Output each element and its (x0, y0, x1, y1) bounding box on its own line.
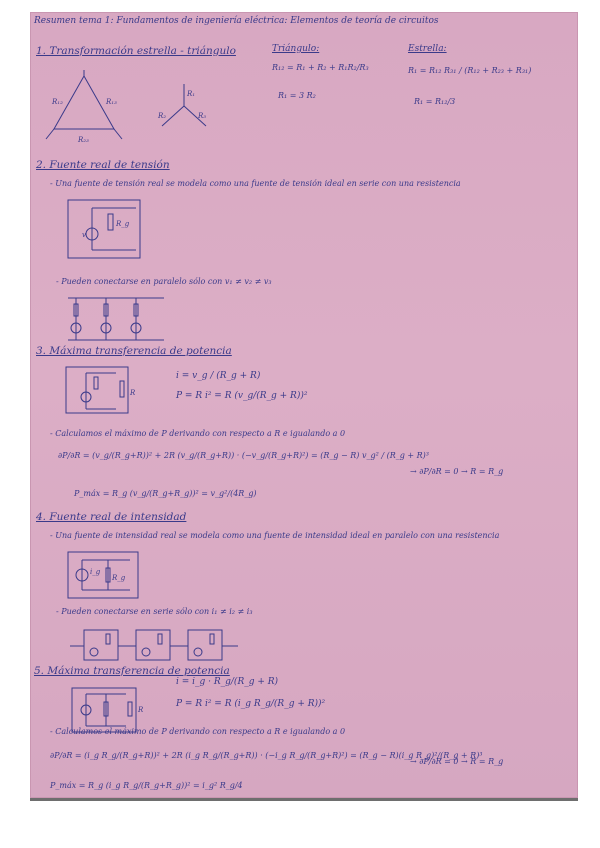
section-2-title: 2. Fuente real de tensión (36, 159, 170, 171)
section-5-line-1: - Calculamos el máximo de P derivando con respecto a R e igualando a 0 (50, 727, 346, 736)
parallel-voltage-sources (66, 294, 166, 344)
section-2-line-2: - Pueden conectarse en paralelo sólo con v₁ ≠ v₂ ≠ v₃ (56, 277, 272, 286)
section-5-title: 5. Máxima transferencia de potencia (34, 665, 230, 677)
section-3-current-eq: i = v_g / (R_g + R) (176, 371, 261, 381)
notes-page (30, 12, 578, 798)
section-5-current-eq: i = i_g · R_g/(R_g + R) (176, 677, 279, 687)
section-3-pmax: P_máx = R_g (v_g/(R_g+R_g))² = v_g²/(4R_g) (74, 489, 257, 498)
section-5-pmax: P_máx = R_g (i_g R_g/(R_g+R_g))² = i_g² R_g/4 (50, 781, 243, 790)
max-power-voltage-circuit (66, 367, 146, 417)
section-3-title: 3. Máxima transferencia de potencia (36, 345, 232, 357)
svg-text:R: R (130, 389, 136, 397)
star-equal-formula: R₁ = R₁₂/3 (414, 97, 456, 106)
svg-text:R₂: R₂ (158, 112, 167, 120)
page-edge-shadow (30, 798, 578, 801)
star-formula: R₁ = R₁₂ R₃₁ / (R₁₂ + R₂₃ + R₃₁) (408, 66, 532, 75)
section-3-power-eq: P = R i² = R (v_g/(R_g + R))² (176, 391, 308, 401)
voltage-source-circuit (68, 200, 148, 262)
triangle-equal-formula: R₁ = 3 R₂ (278, 91, 316, 100)
svg-text:v: v (82, 231, 86, 239)
section-2-line-1: - Una fuente de tensión real se modela como una fuente de tensión ideal en serie con una resistencia (50, 179, 461, 188)
svg-text:i_g: i_g (90, 568, 101, 576)
star-label: Estrella: (408, 44, 447, 54)
triangle-label: Triángulo: (272, 44, 320, 54)
section-4-line-2: - Pueden conectarse en serie sólo con i₁ ≠ i₂ ≠ i₃ (56, 607, 253, 616)
triangle-formula: R₁₂ = R₁ + R₂ + R₁R₂/R₃ (272, 63, 369, 72)
star-triangle-circuit (44, 74, 224, 152)
svg-text:R: R (138, 706, 144, 714)
section-5-power-eq: P = R i² = R (i_g R_g/(R_g + R))² (176, 699, 326, 709)
svg-text:R₃: R₃ (198, 112, 207, 120)
svg-text:R_g: R_g (112, 574, 126, 582)
section-4-title: 4. Fuente real de intensidad (36, 511, 187, 523)
section-3-derivative: ∂P/∂R = (v_g/(R_g+R))² + 2R (v_g/(R_g+R)) · (−v_g/(R_g+R)²) = (R_g − R) v_g² / (R_g + R)³ (58, 451, 429, 460)
section-3-result: → ∂P/∂R = 0 → R = R_g (410, 467, 504, 476)
section-3-line-1: - Calculamos el máximo de P derivando con respecto a R e igualando a 0 (50, 429, 346, 438)
series-current-sources (70, 626, 240, 666)
svg-text:R₁₂: R₁₂ (52, 98, 63, 106)
section-5-derivative: ∂P/∂R = (i_g R_g/(R_g+R))² + 2R (i_g R_g/(R_g+R)) · (−i_g R_g/(R_g+R)²) = (R_g − R)(i_g R_g)²/(R_g + R)³ (50, 751, 483, 760)
section-4-line-1: - Una fuente de intensidad real se modela como una fuente de intensidad ideal en paralelo con una resistencia (50, 531, 500, 540)
svg-text:R₁₃: R₁₃ (106, 98, 117, 106)
section-5-result: → ∂P/∂R = 0 → R = R_g (410, 757, 504, 766)
svg-text:R₂₃: R₂₃ (78, 136, 89, 144)
page-heading: Resumen tema 1: Fundamentos de ingeniería eléctrica: Elementos de teoría de circuitos (34, 16, 439, 26)
svg-text:R_g: R_g (116, 220, 130, 228)
svg-text:R₁: R₁ (187, 90, 196, 98)
current-source-circuit (68, 552, 148, 602)
section-1-title: 1. Transformación estrella - triángulo (36, 45, 236, 57)
